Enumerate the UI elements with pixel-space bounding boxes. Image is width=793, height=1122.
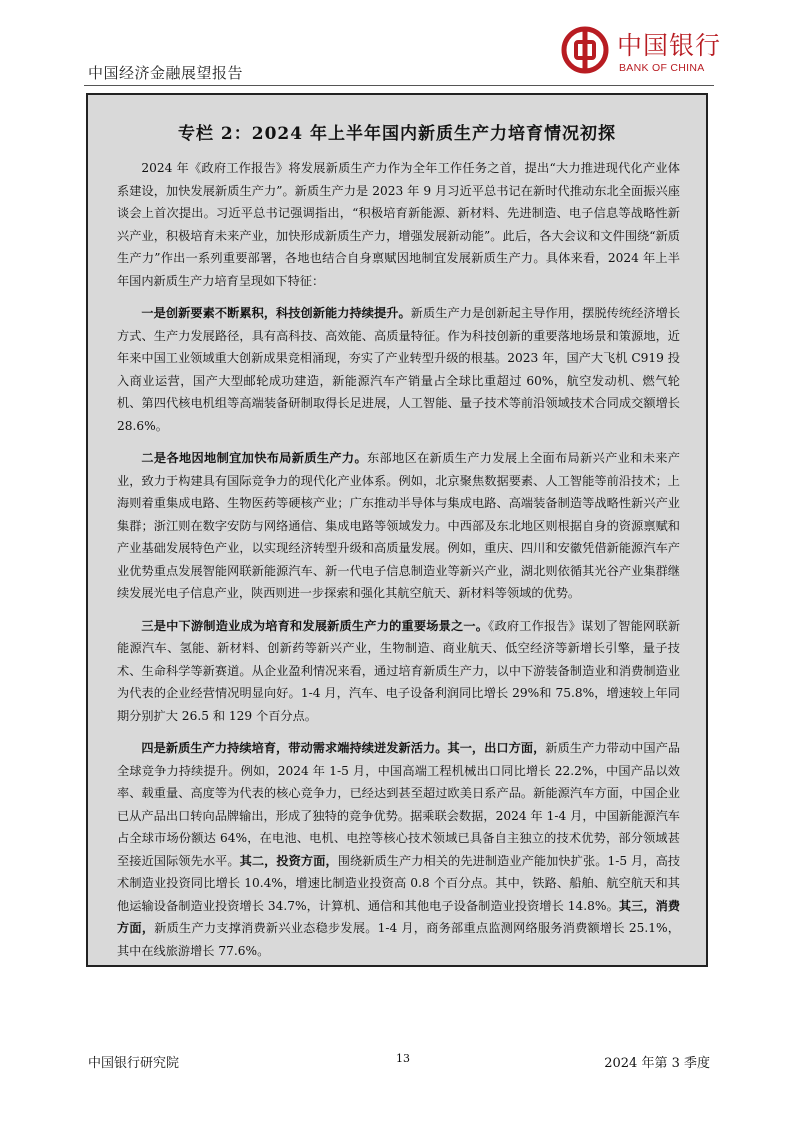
paragraph-lead: 三是中下游制造业成为培育和发展新质生产力的重要场景之一。 <box>141 618 489 633</box>
paragraph-point-1 <box>117 302 680 437</box>
paragraph-sublead: 其三，消费方面， <box>117 898 681 935</box>
bank-logo <box>561 24 722 78</box>
paragraph-text: 东部地区在新质生产力发展上全面布局新兴产业和未来产业，致力于构建具有国际竞争力的现代化产业体系。例如，北京聚焦数据要素、人工智能等前沿技术；上海则着重集成电路、生物医药等硬核产业；广东推动半导体与集成电路、高端装备制造等战略性新兴产业集群；浙江则在数字安防与网络通信、集成电路等领域发力。中西部及东北地区则根据自身的资源禀赋和产业基础发展特色产业，以实现经济转型升级和高质量发展。例如，重庆、四川和安徽凭借新能源汽车产业优势重点发展智能网联新能源汽车、新一代电子信息制造业等新兴产业，湖北则依循其光谷产业集群继续发展光电子信息产业，陕西则进一步探索和强化其航空航天、新材料等领域的优势。 <box>117 451 680 600</box>
paragraph-lead: 二是各地因地制宜加快布局新质生产力。 <box>141 451 367 465</box>
bank-of-china-logo-icon <box>561 26 609 74</box>
footer-organization: 中国银行研究院 <box>88 1056 180 1071</box>
paragraph-point-2 <box>117 447 680 605</box>
footer-period: 2024 年第 3 季度 <box>604 1056 710 1071</box>
column-title: 专栏 2：2024 年上半年国内新质生产力培育情况初探 <box>178 124 616 144</box>
column-box <box>86 93 708 967</box>
logo-chinese-name: 中国银行 <box>617 31 722 60</box>
header-divider <box>84 85 714 86</box>
paragraph-text: 2024 年《政府工作报告》将发展新质生产力作为全年工作任务之首，提出“大力推进现代化产业体系建设，加快发展新质生产力”。新质生产力是 2023 年 9 月习近平总书记在新时代推动东北全面振兴座谈会上首次提出。习近平总书记强调指出，“积极培育新能源、新材料、先进制造、电子信息等战略性新兴产业，积极培育未来产业，加快形成新质生产力，增强发展新动能”。此后，各大会议和文件围绕“新质生产力”作出一系列重要部署，各地也结合自身禀赋因地制宜发展新质生产力。具体来看，2024 年上半年国内新质生产力培育呈现如下特征： <box>117 161 680 288</box>
paragraph-point-4 <box>117 737 680 962</box>
paragraph-lead: 一是创新要素不断累积，科技创新能力持续提升。 <box>141 306 411 320</box>
paragraph-intro <box>117 157 680 292</box>
paragraph-text: 围绕新质生产力相关的先进制造业产能加快扩张。1-5 月，高技术制造业投资同比增长 10.4%，增速比制造业投资高 0.8 个百分点。其中，铁路、船舶、航空航天和其他运输设备制造业投资增长 34.7%，计算机、通信和其他电子设备制造业投资增长 14.8%。 <box>117 853 681 913</box>
paragraph-text: 新质生产力是创新起主导作用，摆脱传统经济增长方式、生产力发展路径，具有高科技、高效能、高质量特征。作为科技创新的重要落地场景和策源地，近年来中国工业领域重大创新成果竞相涌现，夯实了产业转型升级的根基。2023 年，国产大飞机 C919 投入商业运营，国产大型邮轮成功建造，新能源汽车产销量占全球比重超过 60%，航空发动机、燃气轮机、第四代核电机组等高端装备研制取得长足进展，人工智能、量子技术等前沿领域技术合同成交额增长 28.6%。 <box>117 306 681 433</box>
column-content <box>117 157 680 972</box>
report-title: 中国经济金融展望报告 <box>88 64 244 82</box>
page-number: 13 <box>396 1052 410 1065</box>
paragraph-text: 新质生产力支撑消费新兴业态稳步发展。1-4 月，商务部重点监测网络服务消费额增长 25.1%，其中在线旅游增长 77.6%。 <box>117 921 680 958</box>
paragraph-text: 《政府工作报告》谋划了智能网联新能源汽车、氢能、新材料、创新药等新兴产业，生物制造、商业航天、低空经济等新增长引擎，量子技术、生命科学等新赛道。从企业盈利情况来看，通过培育新质生产力，以中下游装备制造业和消费制造业为代表的企业经营情况明显向好。1-4 月，汽车、电子设备利润同比增长 29%和 75.8%，增速较上年同期分别扩大 26.5 和 129 个百分点。 <box>117 618 681 723</box>
logo-english-name: BANK OF CHINA <box>619 62 705 74</box>
paragraph-text: 新质生产力带动中国产品全球竞争力持续提升。例如，2024 年 1-5 月，中国高端工程机械出口同比增长 22.2%，中国产品以效率、载重量、高度等为代表的核心竞争力，已经达到甚至超过欧美日系产品。新能源汽车方面，中国企业已从产品出口转向品牌输出，形成了独特的竞争优势。据乘联会数据，2024 年 1-4 月，中国新能源汽车占全球市场份额达 64%，在电池、电机、电控等核心技术领域已具备自主独立的技术优势，部分领域甚至接近国际领先水平。 <box>117 741 681 868</box>
paragraph-point-3 <box>117 615 680 728</box>
paragraph-lead: 四是新质生产力持续培育，带动需求端持续迸发新活力。其一，出口方面， <box>141 741 546 755</box>
paragraph-sublead: 其二，投资方面， <box>239 853 338 868</box>
